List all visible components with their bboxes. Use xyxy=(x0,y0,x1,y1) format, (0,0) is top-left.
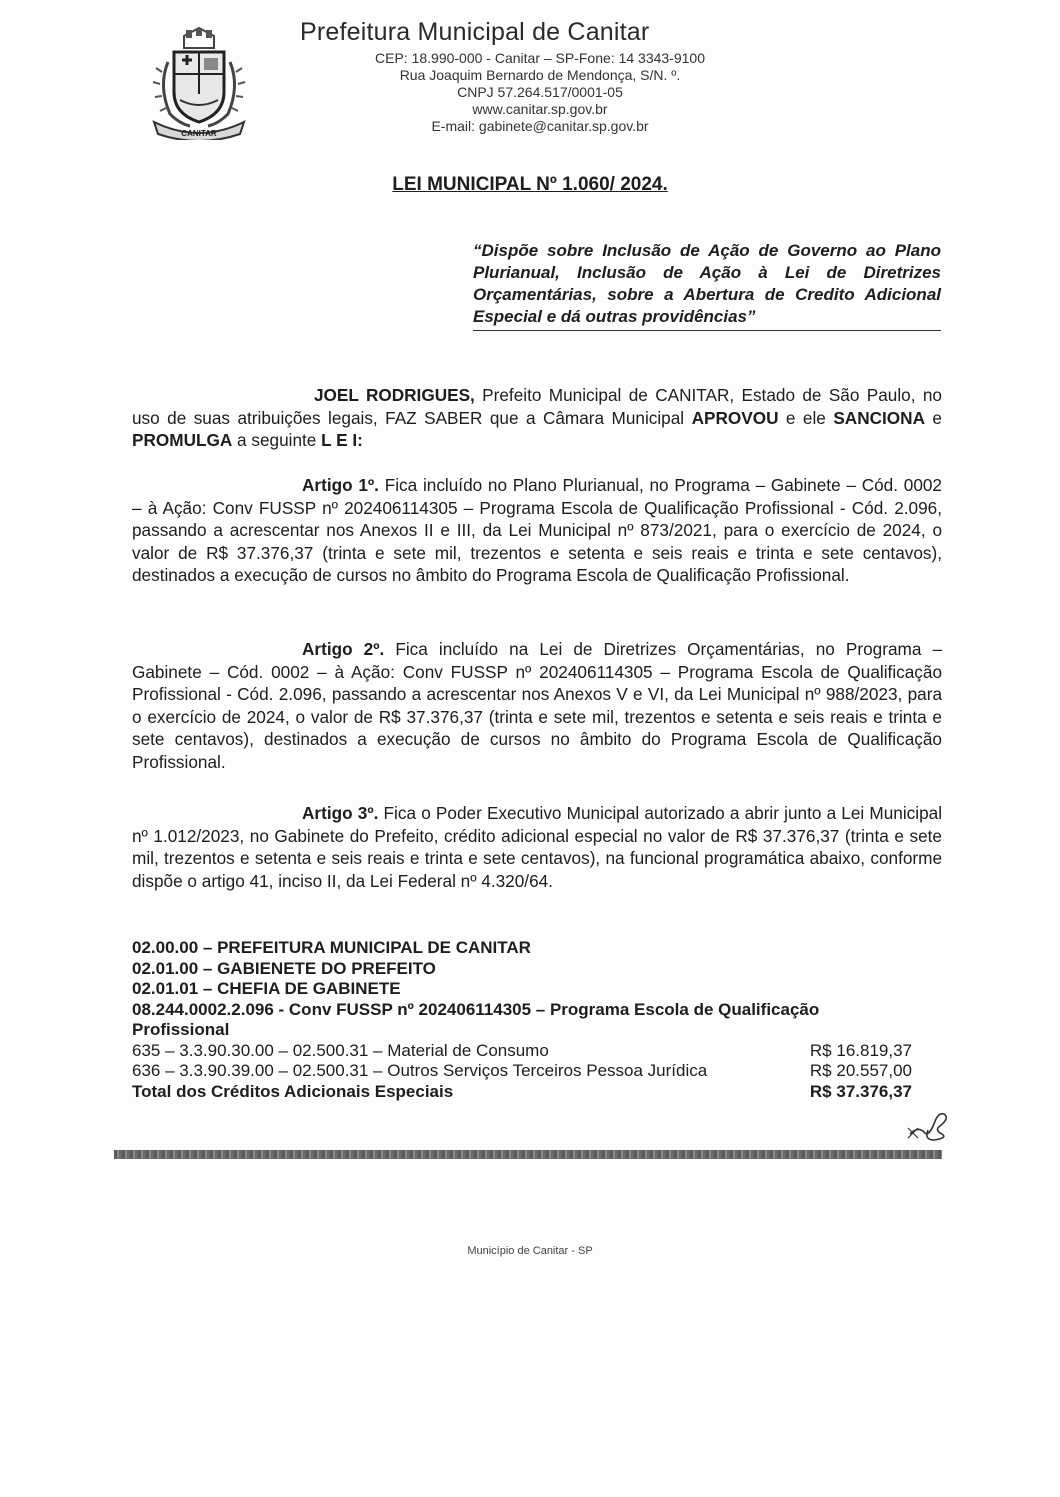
budget-row-value: R$ 16.819,37 xyxy=(809,1040,912,1060)
budget-row-value: R$ 20.557,00 xyxy=(809,1061,912,1080)
article-3-label: Artigo 3º. xyxy=(302,803,379,823)
article-3-text: Fica o Poder Executivo Municipal autorizado a abrir junto a Lei Municipal nº 1.012/2023, no Gabinete do Prefeito, crédito adicional especial no valor de R$ 37.376,37 (trinta e sete mil, trezentos e setenta e seis reais e trinta e sete centavos), na funcional programática abaixo, conforme dispõe o artigo 41, inciso II, da Lei Federal nº 4.320/64. xyxy=(132,803,943,891)
header-email: E-mail: gabinete@canitar.sp.gov.br xyxy=(431,118,649,134)
crest-label: CANITAR xyxy=(181,129,217,138)
budget-row xyxy=(132,1061,912,1082)
article-2-label: Artigo 2º. xyxy=(302,639,385,659)
law-summary: “Dispõe sobre Inclusão de Ação de Governo ao Plano Plurianual, Inclusão de Ação à Lei de Diretrizes Orçamentárias, sobre a Abertura de Credito Adicional Especial e dá outras providências” xyxy=(473,240,941,331)
article-1-label: Artigo 1º. xyxy=(302,475,379,495)
budget-total-value: R$ 37.376,37 xyxy=(809,1081,912,1101)
article-1 xyxy=(132,474,942,587)
budget-heading-2: 02.01.00 – GABIENETE DO PREFEITO xyxy=(132,958,436,978)
budget-total-row xyxy=(132,1082,912,1103)
preamble: JOEL RODRIGUES, Prefeito Municipal de CANITAR, Estado de São Paulo, no uso de suas atribuições legais, FAZ SABER que a Câmara Municipal APROVOU e ele SANCIONA e PROMULGA a seguinte L E I: xyxy=(132,385,942,451)
article-3 xyxy=(132,802,942,892)
budget-heading-1: 02.00.00 – PREFEITURA MUNICIPAL DE CANITAR xyxy=(132,938,531,957)
budget-heading-4: 08.244.0002.2.096 - Conv FUSSP nº 202406114305 – Programa Escola de Qualificação Profissional xyxy=(132,999,820,1039)
municipal-crest xyxy=(140,22,258,140)
header-cep-phone: CEP: 18.990-000 - Canitar – SP-Fone: 14 3343-9100 xyxy=(375,50,705,66)
header-website: www.canitar.sp.gov.br xyxy=(472,101,608,117)
header-address: Rua Joaquim Bernardo de Mendonça, S/N. º. xyxy=(399,67,681,83)
budget-row-desc: 636 – 3.3.90.39.00 – 02.500.31 – Outros Serviços Terceiros Pessoa Jurídica xyxy=(132,1061,708,1080)
budget-heading-3: 02.01.01 – CHEFIA DE GABINETE xyxy=(132,979,401,998)
article-2 xyxy=(132,638,942,774)
article-2-text: Fica incluído na Lei de Diretrizes Orçamentárias, no Programa – Gabinete – Cód. 0002 – à Ação: Conv FUSSP nº 202406114305 – Programa Escola de Qualificação Profissional - Cód. 2.096, passando a acrescentar nos Anexos V e VI, da Lei Municipal nº 988/2023, para o exercício de 2024, o valor de R$ 37.376,37 (trinta e sete mil, trezentos e setenta e seis reais e trinta e sete centavos), destinados a execução de cursos no âmbito do Programa Escola de Qualificação Profissional. xyxy=(132,639,943,772)
page-footer: Município de Canitar - SP xyxy=(467,1245,593,1257)
article-1-text: Fica incluído no Plano Plurianual, no Programa – Gabinete – Cód. 0002 – à Ação: Conv FUSSP nº 202406114305 – Programa Escola de Qualificação Profissional - Cód. 2.096, passando a acrescentar nos Anexos II e III, da Lei Municipal nº 873/2021, para o exercício de 2024, o valor de R$ 37.376,37 (trinta e sete mil, trezentos e setenta e seis reais e trinta e sete centavos), destinados a execução de cursos no âmbito do Programa Escola de Qualificação Profissional. xyxy=(132,475,942,586)
footer-divider xyxy=(114,1150,942,1159)
law-title: LEI MUNICIPAL Nº 1.060/ 2024. xyxy=(392,174,668,195)
budget-row xyxy=(132,1041,912,1062)
budget-row-desc: 635 – 3.3.90.30.00 – 02.500.31 – Material de Consumo xyxy=(132,1040,549,1060)
budget-total-label: Total dos Créditos Adicionais Especiais xyxy=(132,1081,454,1101)
signature-initials xyxy=(904,1104,952,1144)
header-cnpj: CNPJ 57.264.517/0001-05 xyxy=(457,84,623,100)
mayor-name: JOEL RODRIGUES, xyxy=(314,385,475,405)
budget-table xyxy=(132,938,912,1102)
institution-title: Prefeitura Municipal de Canitar xyxy=(300,18,650,46)
